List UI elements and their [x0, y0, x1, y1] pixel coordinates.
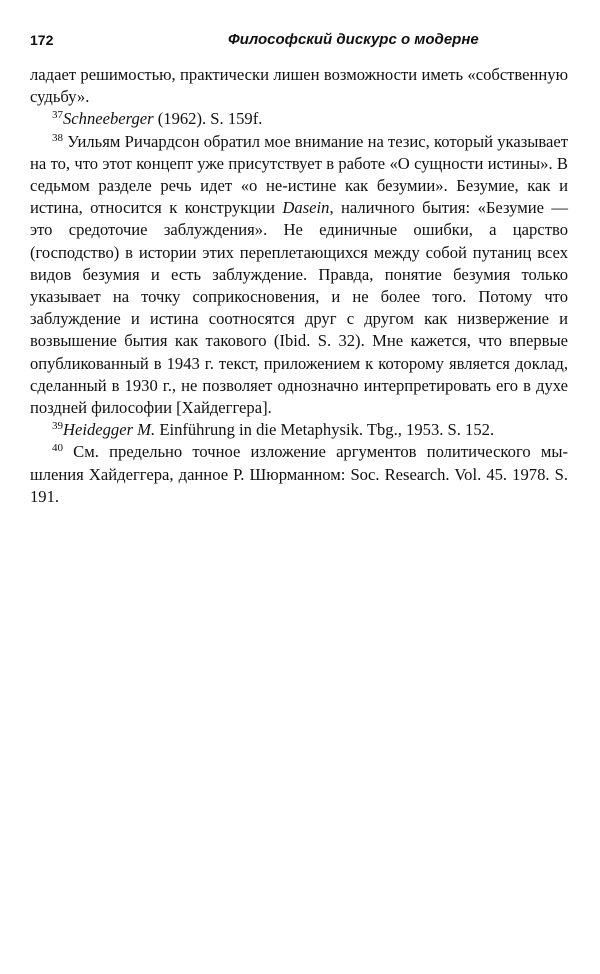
- running-title: Философский дискурс о модерне: [228, 31, 479, 48]
- footnote-continuation: ладает решимостью, практически лишен возможности иметь «собственную судьбу».: [30, 65, 568, 107]
- footnote-text: См. предельно точное изложение аргументов политического мышления Хайдеггера, данное Р. Шюрманном: Soc. Research. Vol. 45. 1978. S. 191.: [30, 442, 568, 506]
- footnote-term: Dasein: [282, 198, 330, 218]
- running-head: [30, 29, 568, 51]
- footnotes-block: [30, 64, 568, 508]
- footnote-number: 37: [52, 109, 63, 122]
- footnote-text: Уильям Ричардсон обратил мое внимание на тезис, который указывает на то, что этот концепт уже присутствует в работе «О сущности истины». В седьмом разделе речь идет «о не-истине как безумии». Безумие, как и истина, относится к конструкции: [30, 131, 568, 218]
- footnote-text-continued: , наличного бытия: «Безумие — это средоточие заблуждения». Не единичные ошибки, а царство (господство) в истории этих переплетающихся между собой путаниц всех видов безумия и есть заблуждение. Правда, понятие безумия только указывает на точку соприкосновения, и не более того. Потому что заблуждение и истина соотносятся друг с другом как низвержение и возвышение бытия как такового (Ibid. S. 32). Мне кажется, что впервые опубликованный в 1943 г. текст, приложением к которому является доклад, сделанный в 1930 г., не позволяет однозначно интерпретировать его в духе поздней философии [Хайдеггера].: [30, 198, 568, 418]
- footnote-number: 38: [52, 131, 63, 144]
- footnote-number: 39: [52, 420, 63, 433]
- footnote-author: Schneeberger: [63, 109, 154, 129]
- footnote-40: [30, 441, 568, 508]
- footnote-number: 40: [52, 442, 63, 455]
- page-number: 172: [30, 32, 54, 48]
- footnote-39: [30, 419, 568, 441]
- footnote-text: (1962). S. 159f.: [153, 109, 263, 129]
- footnote-text: Einführung in die Metaphysik. Tbg., 1953. S. 152.: [155, 420, 495, 440]
- footnote-38: [30, 131, 568, 420]
- footnote-author: Heidegger M.: [63, 420, 156, 440]
- footnote-37: [30, 108, 568, 130]
